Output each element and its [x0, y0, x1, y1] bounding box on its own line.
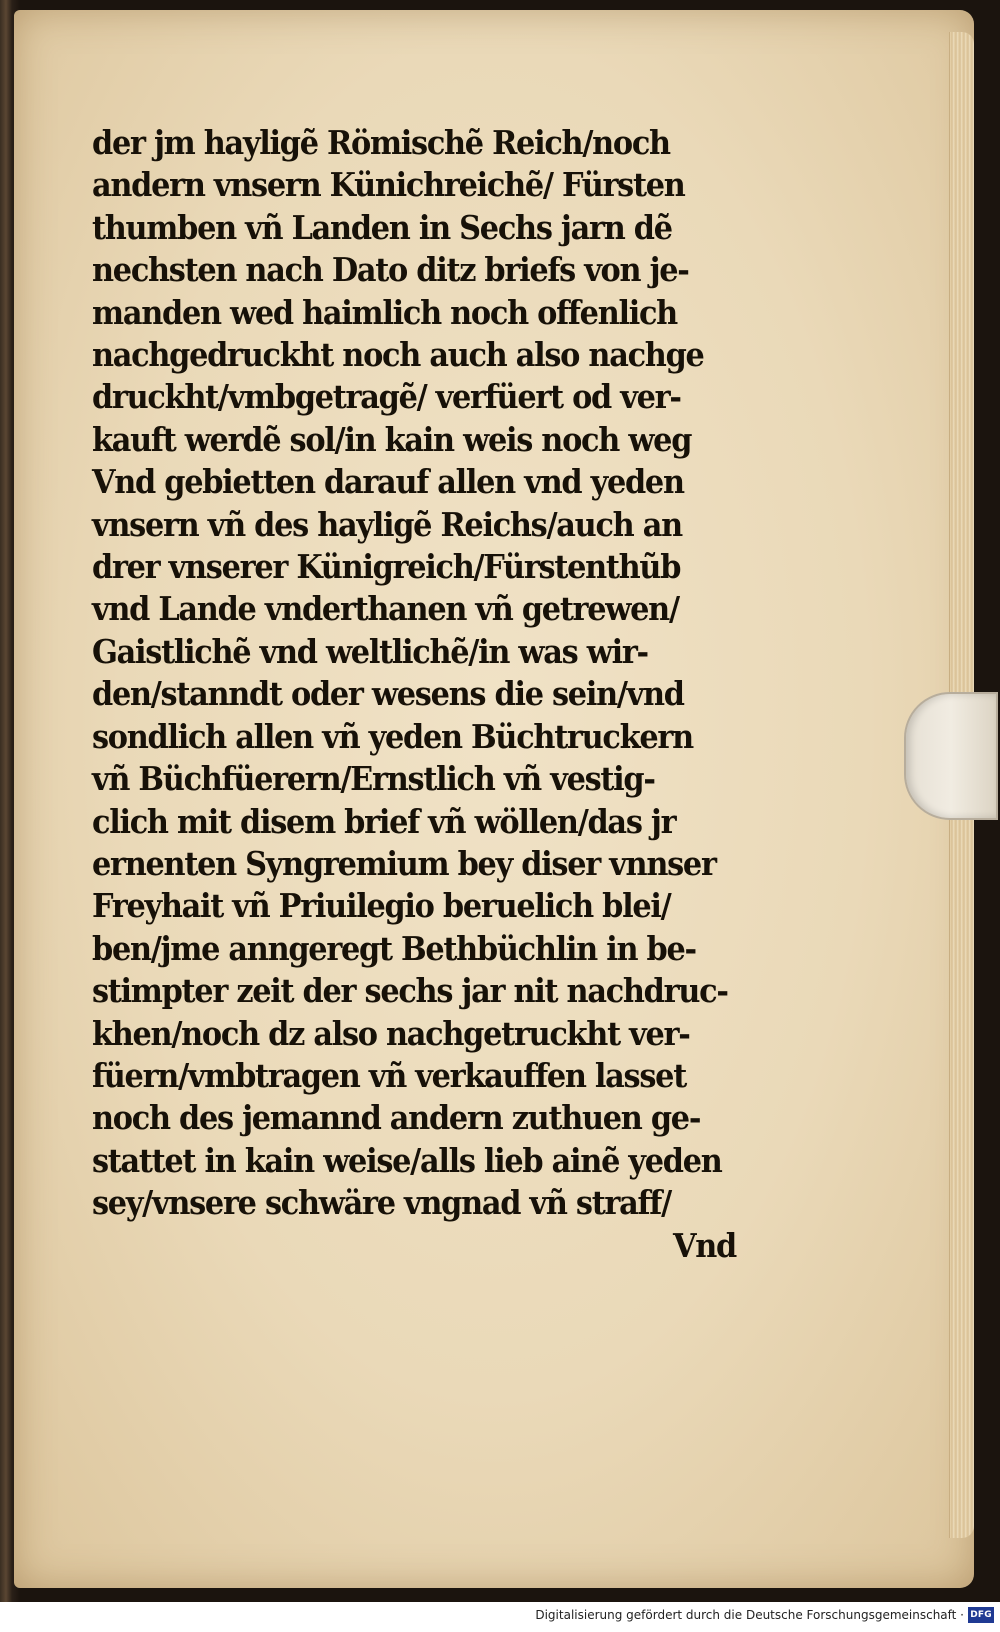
text-line: manden wed haimlich noch offenlich — [92, 292, 677, 332]
text-line: nechsten nach Dato ditz briefs von je- — [92, 250, 689, 290]
text-line: kauft werdẽ sol/in kain weis noch weg — [92, 419, 692, 459]
text-line: druckht/vmbgetragẽ/ verfüert od ver- — [92, 377, 681, 417]
text-line: nachgedruckht noch auch also nachge — [92, 335, 704, 375]
text-line: sey/vnsere schwäre vngnad vñ straff/ — [92, 1183, 671, 1223]
footer-bar — [0, 1602, 1000, 1632]
text-line: vñ Büchfüerern/Ernstlich vñ vestig- — [92, 759, 655, 799]
text-line: vnd Lande vnderthanen vñ getrewen/ — [92, 589, 679, 629]
text-line: sondlich allen vñ yeden Büchtruckern — [92, 716, 693, 756]
text-line: andern vnsern Künichreichẽ/ Fürsten — [92, 165, 685, 205]
text-line: stimpter zeit der sechs jar nit nachdruc- — [92, 971, 728, 1011]
text-line: ernenten Syngremium bey diser vnnser — [92, 843, 716, 883]
digitization-credit: Digitalisierung gefördert durch die Deutsche Forschungsgemeinschaft · — [535, 1608, 964, 1622]
text-line: füern/vmbtragen vñ verkauffen lasset — [92, 1055, 686, 1095]
text-line: thumben vñ Landen in Sechs jarn dẽ — [92, 207, 672, 247]
text-line: noch des jemannd andern zuthuen ge- — [92, 1098, 701, 1138]
dfg-logo: DFG — [968, 1607, 994, 1623]
page-clip-tab — [904, 692, 998, 820]
text-line: drer vnserer Künigreich/Fürstenthũb — [92, 547, 681, 587]
text-line: Vnd gebietten darauf allen vnd yeden — [92, 462, 684, 502]
text-line: ben/jme anngeregt Bethbüchlin in be- — [92, 928, 696, 968]
text-line: den/stanndt oder wesens die sein/vnd — [92, 674, 684, 714]
book-page — [14, 10, 974, 1588]
catchword: Vnd — [672, 1225, 736, 1265]
text-line: stattet in kain weise/alls lieb ainẽ yeden — [92, 1140, 722, 1180]
text-line: khen/noch dz also nachgetruckht ver- — [92, 1013, 690, 1053]
blackletter-text-block — [92, 122, 812, 1267]
text-line: Freyhait vñ Priuilegio beruelich blei/ — [92, 886, 671, 926]
text-line: clich mit disem brief vñ wöllen/das jr — [92, 801, 676, 841]
text-line: der jm hayligẽ Römischẽ Reich/noch — [92, 123, 670, 162]
text-line: Gaistlichẽ vnd weltlichẽ/in was wir- — [92, 631, 648, 671]
text-line: vnsern vñ des hayligẽ Reichs/auch an — [92, 504, 682, 544]
